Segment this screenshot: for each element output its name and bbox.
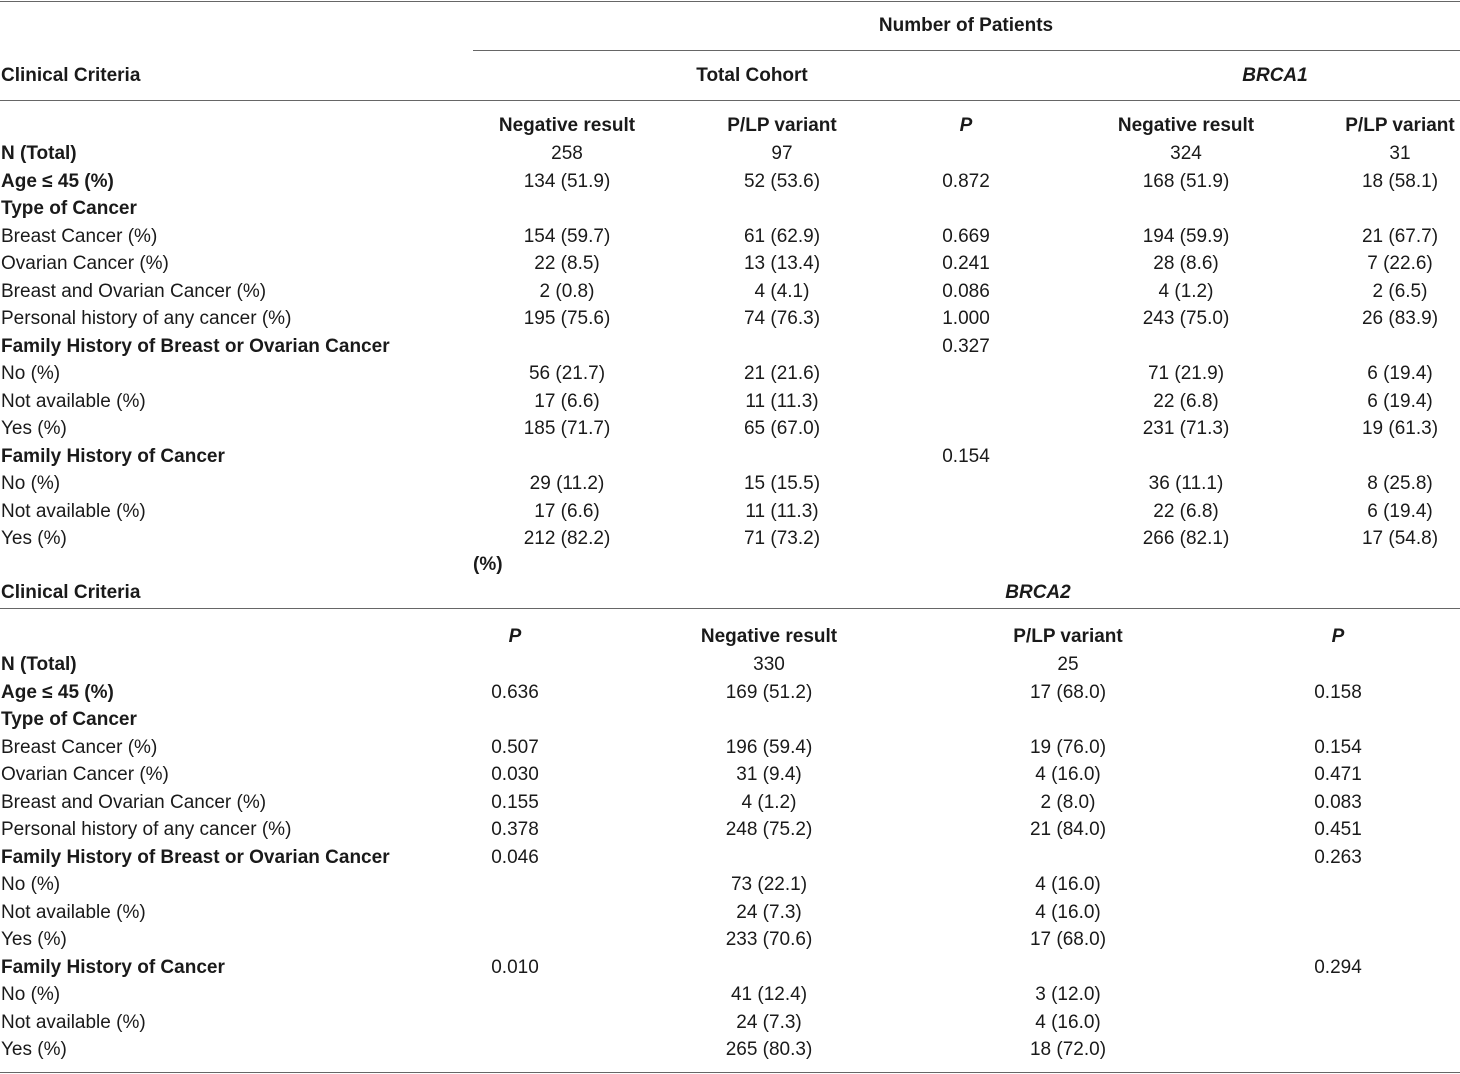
top-cell: 0.872 <box>942 170 990 192</box>
bottom-row-label: Type of Cancer <box>1 709 137 730</box>
bottom-cell: 330 <box>753 654 785 675</box>
top-cell: 17 (54.8) <box>1361 528 1439 549</box>
top-cell: 61 (62.9) <box>743 225 821 247</box>
bottom-cell: 4 (16.0) <box>1035 901 1101 923</box>
top-row-label: Personal history of any cancer (%) <box>1 308 292 329</box>
top-row-label: Breast Cancer (%) <box>1 225 158 247</box>
top-cell: 243 (75.0) <box>1142 308 1230 329</box>
bottom-cell: 169 (51.2) <box>725 681 813 703</box>
header-rule <box>0 100 1460 101</box>
bottom-row-label: No (%) <box>1 984 61 1005</box>
top-cell: 195 (75.6) <box>523 308 611 329</box>
top-cell: 0.669 <box>942 225 990 247</box>
bottom-cell: 41 (12.4) <box>730 984 808 1005</box>
top-row-label: Family History of Breast or Ovarian Cancer <box>1 335 390 357</box>
top-row-label: Yes (%) <box>1 418 67 439</box>
bottom-cell: 0.083 <box>1314 791 1362 813</box>
top-cell: 71 (73.2) <box>743 528 821 549</box>
bottom-cell: 21 (84.0) <box>1029 819 1107 840</box>
bottom-row-label: Ovarian Cancer (%) <box>1 764 169 785</box>
bottom-row-label: Family History of Breast or Ovarian Cancer <box>1 846 390 868</box>
top-cell: 22 (6.8) <box>1153 390 1219 412</box>
bottom-cell: 73 (22.1) <box>730 874 808 895</box>
top-cell: 4 (4.1) <box>754 280 810 302</box>
top-cell: 0.154 <box>942 445 990 467</box>
bottom-cell: 0.155 <box>491 791 539 813</box>
bottom-cell: 4 (16.0) <box>1035 1011 1101 1033</box>
top-cell: 65 (67.0) <box>743 418 821 439</box>
top-cell: 0.086 <box>942 280 990 302</box>
top-cell: 15 (15.5) <box>743 473 821 494</box>
bottom-cell: 2 (8.0) <box>1040 791 1096 813</box>
top-cell: 0.327 <box>942 335 990 357</box>
bottom-cell: 233 (70.6) <box>725 929 813 950</box>
top-cell: 231 (71.3) <box>1142 418 1230 439</box>
top-cell: 4 (1.2) <box>1158 280 1214 302</box>
top-col-header: P <box>959 115 973 136</box>
bottom-cell: 19 (76.0) <box>1029 736 1107 758</box>
bottom-col-header: P <box>1331 626 1345 647</box>
top-cell: 21 (67.7) <box>1361 225 1439 247</box>
bottom-col-header: P/LP variant <box>1013 626 1123 647</box>
top-row-label: Ovarian Cancer (%) <box>1 253 169 274</box>
bottom-row-label: Yes (%) <box>1 1039 67 1060</box>
top-cell: 2 (0.8) <box>539 280 595 302</box>
patients-rule <box>473 50 1460 51</box>
top-cell: 7 (22.6) <box>1367 253 1433 274</box>
bottom-cell: 0.158 <box>1314 681 1362 703</box>
bottom-cell: 4 (16.0) <box>1035 764 1101 785</box>
bottom-cell: 25 <box>1057 654 1079 675</box>
top-cell: 212 (82.2) <box>523 528 611 549</box>
top-cell: 29 (11.2) <box>529 473 605 494</box>
top-row-label: N (Total) <box>1 143 77 164</box>
bottom-row-label: Age ≤ 45 (%) <box>1 681 114 703</box>
bottom-row-label: N (Total) <box>1 654 77 675</box>
top-cell: 0.241 <box>942 253 990 274</box>
top-cell: 168 (51.9) <box>1142 170 1230 192</box>
bottom-cell: 3 (12.0) <box>1035 984 1101 1005</box>
top-cell: 17 (6.6) <box>534 500 600 522</box>
bottom-cell: 4 (16.0) <box>1035 874 1101 895</box>
top-cell: 2 (6.5) <box>1372 280 1428 302</box>
total-cohort-header: Total Cohort <box>696 65 808 86</box>
clinical-criteria-header: Clinical Criteria <box>1 65 141 86</box>
number-of-patients-header: Number of Patients <box>878 15 1054 36</box>
brca2-header: BRCA2 <box>1005 582 1071 603</box>
bottom-cell: 0.471 <box>1314 764 1362 785</box>
top-cell: 97 <box>771 143 793 164</box>
percent-note: (%) <box>473 554 503 575</box>
top-cell: 1.000 <box>942 308 990 329</box>
bottom-row-label: Not available (%) <box>1 1011 146 1033</box>
top-row-label: Not available (%) <box>1 500 146 522</box>
top-cell: 154 (59.7) <box>523 225 611 247</box>
top-cell: 324 <box>1170 143 1202 164</box>
bottom-row-label: No (%) <box>1 874 61 895</box>
top-cell: 52 (53.6) <box>743 170 821 192</box>
top-cell: 134 (51.9) <box>523 170 611 192</box>
bottom-cell: 196 (59.4) <box>725 736 813 758</box>
bottom-col-header: P <box>508 626 522 647</box>
top-cell: 31 <box>1389 143 1411 164</box>
bottom-cell: 0.010 <box>491 956 539 978</box>
top-row-label: Not available (%) <box>1 390 146 412</box>
bottom-cell: 0.030 <box>491 764 539 785</box>
top-cell: 74 (76.3) <box>743 308 821 329</box>
top-row-label: Breast and Ovarian Cancer (%) <box>1 280 267 302</box>
bottom-cell: 31 (9.4) <box>736 764 802 785</box>
top-cell: 194 (59.9) <box>1142 225 1230 247</box>
bottom-cell: 24 (7.3) <box>736 1011 802 1033</box>
top-cell: 22 (8.5) <box>534 253 600 274</box>
section2-header-rule <box>0 608 1460 609</box>
bottom-cell: 24 (7.3) <box>736 901 802 923</box>
bottom-cell: 4 (1.2) <box>741 791 797 813</box>
clinical-criteria-header-2: Clinical Criteria <box>1 582 141 603</box>
top-row-label: No (%) <box>1 473 61 494</box>
bottom-row-label: Yes (%) <box>1 929 67 950</box>
bottom-row-label: Personal history of any cancer (%) <box>1 819 292 840</box>
bottom-cell: 0.263 <box>1314 846 1362 868</box>
top-cell: 8 (25.8) <box>1367 473 1433 494</box>
brca1-header: BRCA1 <box>1242 65 1308 86</box>
bottom-cell: 248 (75.2) <box>725 819 813 840</box>
top-cell: 19 (61.3) <box>1361 418 1439 439</box>
bottom-cell: 0.154 <box>1314 736 1362 758</box>
top-col-header: P/LP variant <box>727 115 837 136</box>
top-cell: 6 (19.4) <box>1367 390 1433 412</box>
bottom-row-label: Breast Cancer (%) <box>1 736 158 758</box>
bottom-cell: 0.451 <box>1314 819 1362 840</box>
top-cell: 17 (6.6) <box>534 390 600 412</box>
top-col-header: Negative result <box>498 115 636 136</box>
top-cell: 18 (58.1) <box>1361 170 1439 192</box>
top-cell: 6 (19.4) <box>1367 500 1433 522</box>
bottom-cell: 0.046 <box>491 846 539 868</box>
top-cell: 26 (83.9) <box>1361 308 1439 329</box>
top-cell: 36 (11.1) <box>1148 473 1224 494</box>
top-cell: 56 (21.7) <box>528 363 606 384</box>
top-row-label: No (%) <box>1 363 61 384</box>
bottom-cell: 0.378 <box>491 819 539 840</box>
top-cell: 11 (11.3) <box>745 500 819 522</box>
top-row-label: Type of Cancer <box>1 198 137 219</box>
top-row-label: Yes (%) <box>1 528 67 549</box>
top-cell: 266 (82.1) <box>1142 528 1230 549</box>
bottom-cell: 0.636 <box>491 681 539 703</box>
top-row-label: Family History of Cancer <box>1 445 225 467</box>
bottom-cell: 265 (80.3) <box>725 1039 813 1060</box>
bottom-cell: 17 (68.0) <box>1029 681 1107 703</box>
bottom-row-label: Family History of Cancer <box>1 956 225 978</box>
bottom-cell: 18 (72.0) <box>1029 1039 1107 1060</box>
top-cell: 185 (71.7) <box>523 418 611 439</box>
bottom-cell: 17 (68.0) <box>1029 929 1107 950</box>
top-cell: 28 (8.6) <box>1153 253 1219 274</box>
bottom-col-header: Negative result <box>700 626 838 647</box>
bottom-rule <box>0 1072 1460 1073</box>
top-cell: 6 (19.4) <box>1367 363 1433 384</box>
top-cell: 71 (21.9) <box>1147 363 1225 384</box>
top-cell: 21 (21.6) <box>743 363 821 384</box>
top-col-header: Negative result <box>1117 115 1255 136</box>
bottom-row-label: Not available (%) <box>1 901 146 923</box>
top-rule <box>0 1 1460 2</box>
bottom-cell: 0.294 <box>1314 956 1362 978</box>
top-col-header: P/LP variant <box>1345 115 1455 136</box>
bottom-row-label: Breast and Ovarian Cancer (%) <box>1 791 267 813</box>
top-cell: 22 (6.8) <box>1153 500 1219 522</box>
top-cell: 13 (13.4) <box>743 253 821 274</box>
top-cell: 11 (11.3) <box>745 390 819 412</box>
bottom-cell: 0.507 <box>491 736 539 758</box>
top-cell: 258 <box>551 143 583 164</box>
top-row-label: Age ≤ 45 (%) <box>1 170 114 192</box>
